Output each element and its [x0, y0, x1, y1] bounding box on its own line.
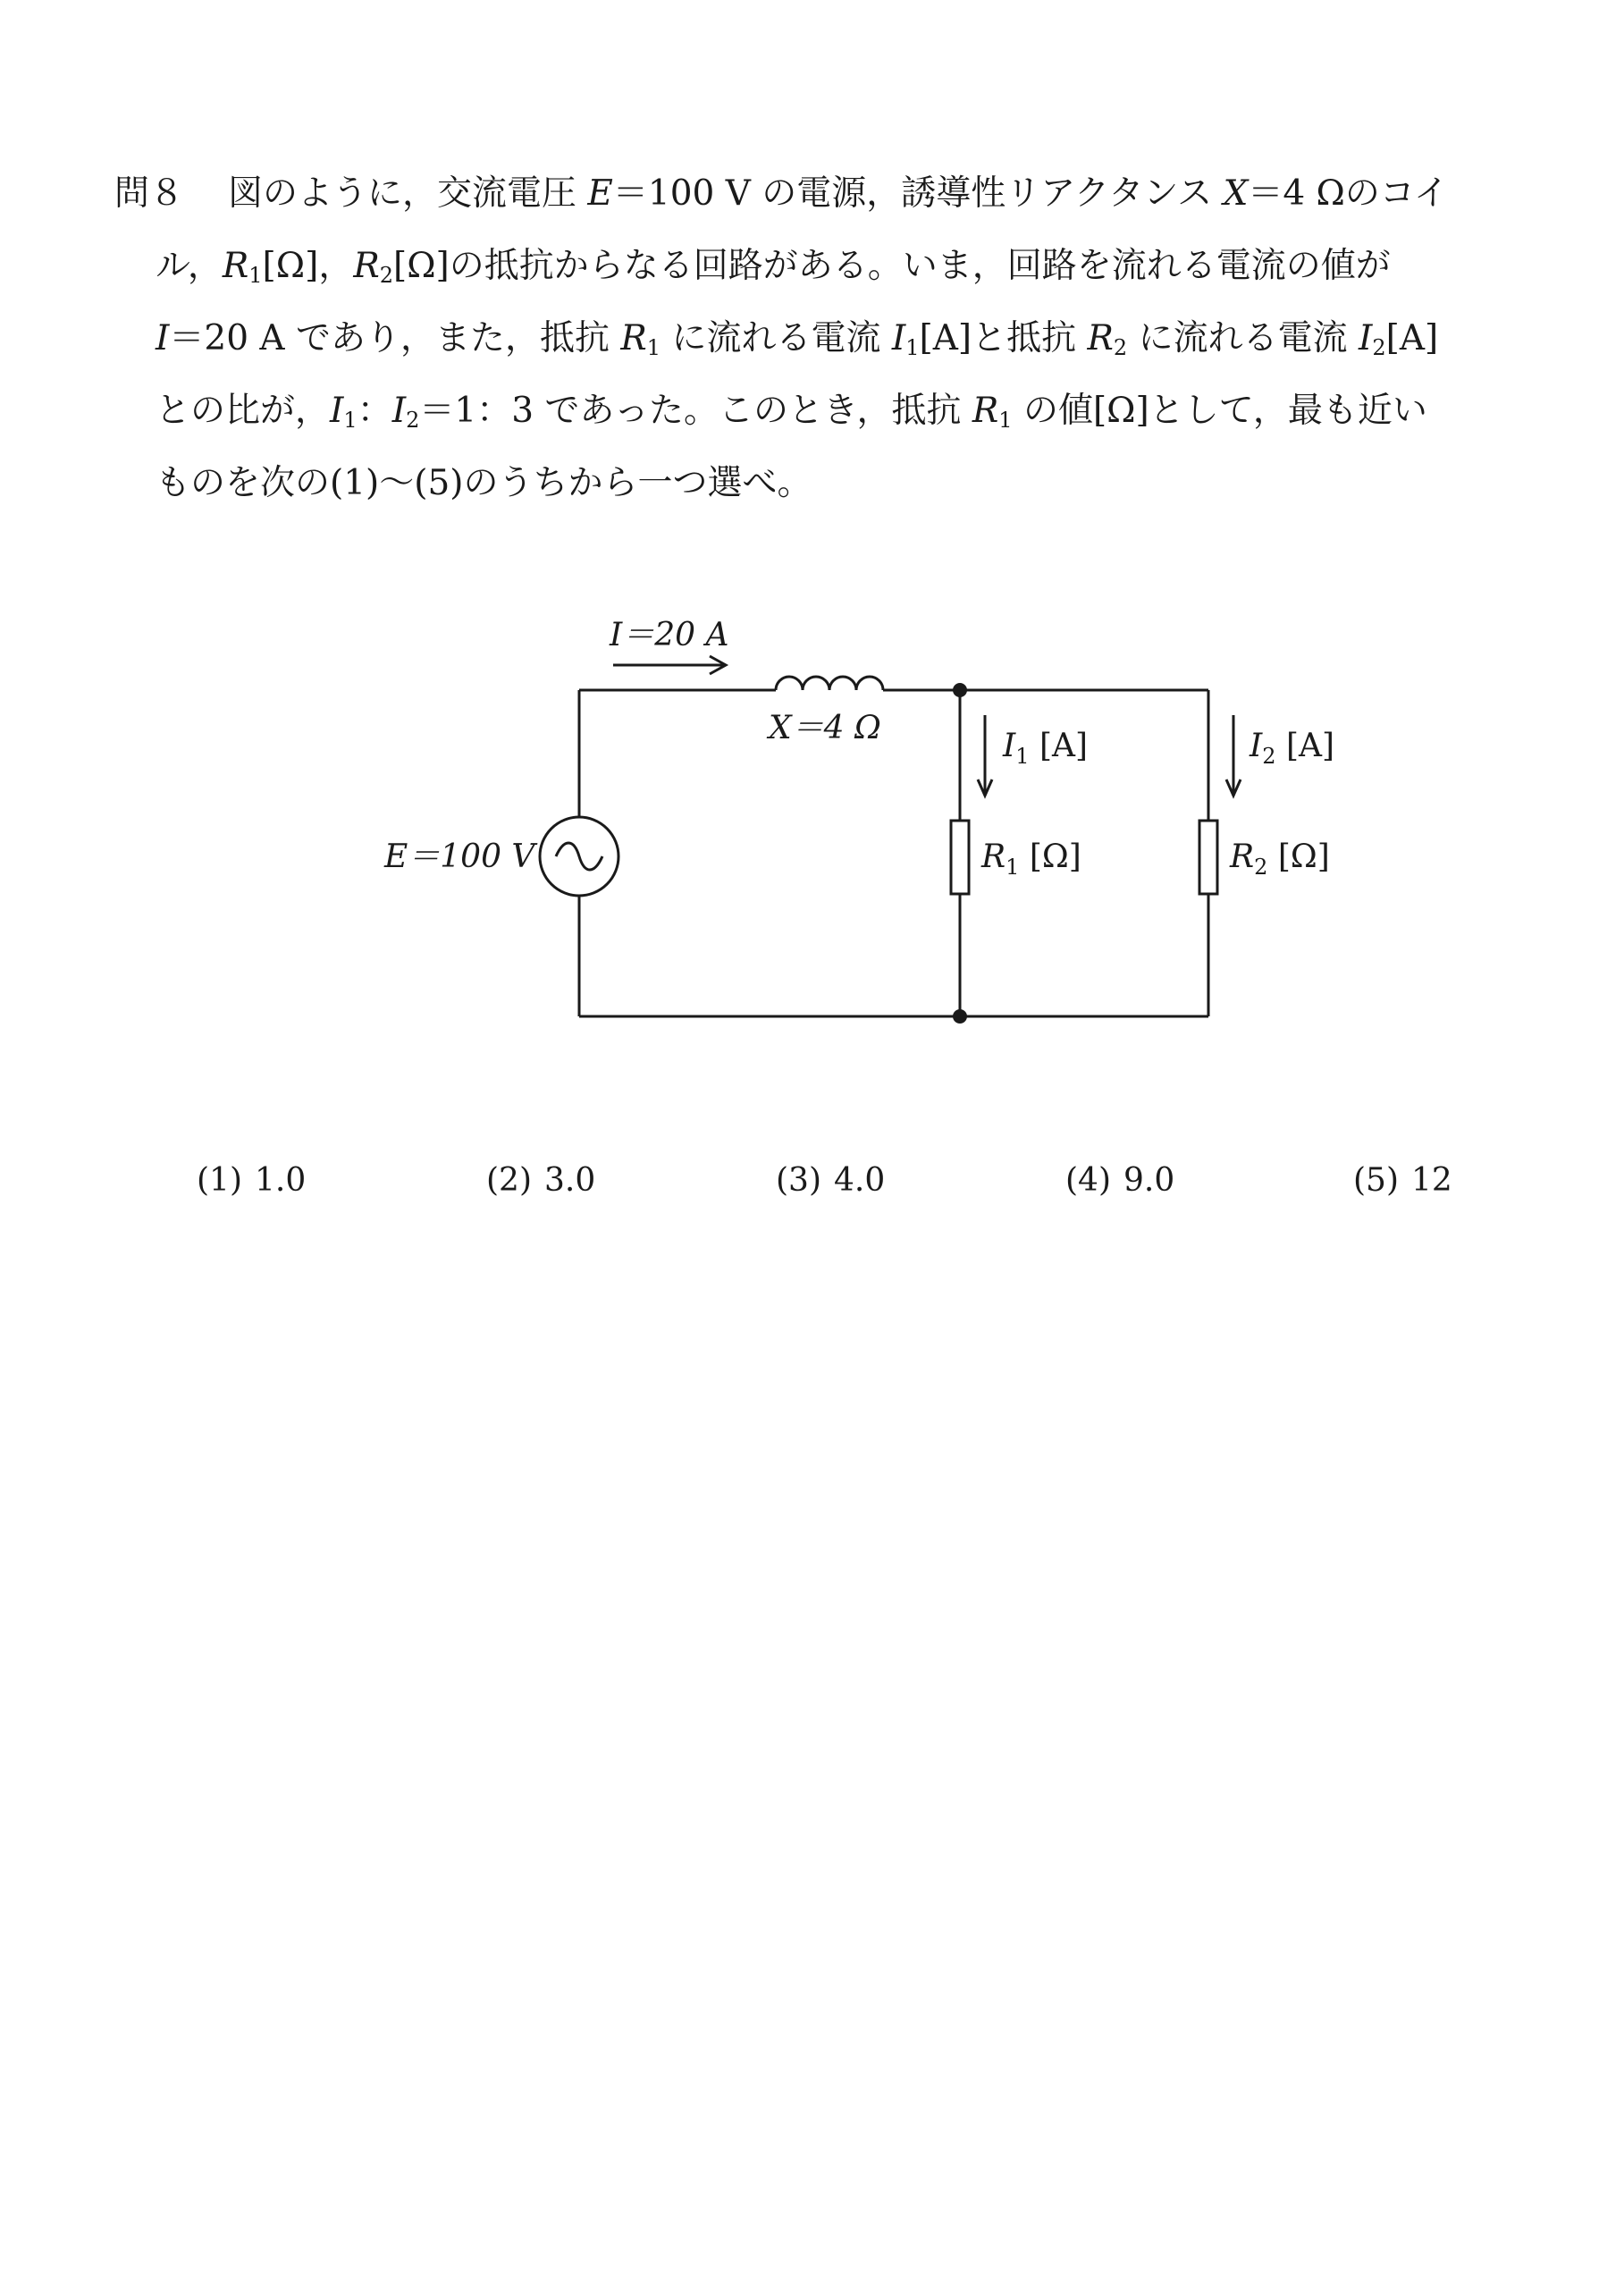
junction-dot-top	[953, 683, 967, 697]
variable: X	[1223, 173, 1249, 214]
choice-number: (3)	[776, 1162, 821, 1199]
text-run: ＝4 Ωのコイ	[1248, 173, 1449, 214]
label-r2: $R_2$ [Ω]	[1230, 838, 1330, 880]
subscript: 2	[379, 263, 393, 288]
choice-value: 1.0	[255, 1162, 307, 1199]
text-run: [Ω]の抵抗からなる回路がある。いま，回路を流れる電流の値が	[392, 246, 1391, 286]
choice-value: 12	[1411, 1162, 1452, 1199]
subscript: 2	[1113, 335, 1128, 360]
text-run: 図のように，交流電圧	[228, 173, 588, 214]
label-current-i: I＝20 A	[610, 617, 729, 653]
text-run: ：	[357, 391, 392, 431]
resistor-r2	[1199, 821, 1217, 894]
variable: I	[156, 318, 170, 358]
text-run: ＝1：3 であった。このとき，抵抗	[419, 391, 972, 431]
choice-2[interactable]	[486, 1162, 595, 1199]
variable: R	[972, 391, 999, 431]
label-r1: $R_1$ [Ω]	[981, 838, 1081, 880]
text-run: ものを次の(1)～(5)のうちから一つ選べ。	[156, 463, 812, 503]
choice-number: (1)	[197, 1162, 242, 1199]
subscript: 1	[343, 408, 358, 433]
variable: R	[620, 318, 647, 358]
subscript: 2	[406, 408, 420, 433]
label-source-e: E＝100 V	[384, 838, 535, 875]
label-i2: $I_2$ [A]	[1250, 728, 1335, 769]
choice-number: (5)	[1353, 1162, 1399, 1199]
label-inductor-x: X＝4 Ω	[769, 710, 881, 746]
variable: R	[222, 246, 249, 286]
text-run: [A]と抵抗	[919, 318, 1088, 358]
choice-value: 3.0	[544, 1162, 596, 1199]
text-run: ＝20 A であり，また，抵抗	[169, 318, 621, 358]
inductor-coil	[776, 677, 883, 690]
choice-number: (2)	[486, 1162, 532, 1199]
answer-choices	[0, 1162, 1624, 1216]
choice-5[interactable]	[1353, 1162, 1452, 1199]
text-run: との比が，	[156, 391, 331, 431]
question-number: 問８	[114, 173, 185, 214]
choice-value: 4.0	[834, 1162, 886, 1199]
variable: I	[891, 318, 906, 358]
text-run: ＝100 V の電源，誘導性リアクタンス	[612, 173, 1224, 214]
subscript: 2	[1372, 335, 1386, 360]
subscript: 1	[905, 335, 920, 360]
choice-4[interactable]	[1065, 1162, 1174, 1199]
variable: I	[391, 391, 407, 431]
junction-dot-bottom	[953, 1009, 967, 1024]
text-run: の値[Ω]として，最も近い	[1012, 391, 1427, 431]
subscript: 1	[998, 408, 1013, 433]
variable: R	[353, 246, 380, 286]
label-i1: $I_1$ [A]	[1003, 728, 1089, 769]
variable: I	[1358, 318, 1373, 358]
choice-1[interactable]	[197, 1162, 306, 1199]
choice-value: 9.0	[1123, 1162, 1175, 1199]
resistor-r1	[951, 821, 969, 894]
text-run: に流れる電流	[661, 318, 892, 358]
text-run: ル，	[156, 246, 223, 286]
choice-number: (4)	[1065, 1162, 1111, 1199]
subscript: 1	[248, 263, 263, 288]
variable: R	[1087, 318, 1114, 358]
text-run: [Ω]，	[262, 246, 354, 286]
text-run: [A]	[1385, 318, 1439, 358]
circuit-diagram	[0, 0, 1624, 1117]
variable: E	[587, 173, 613, 214]
variable: I	[330, 391, 344, 431]
subscript: 1	[646, 335, 661, 360]
choice-3[interactable]	[776, 1162, 885, 1199]
text-run: に流れる電流	[1127, 318, 1359, 358]
